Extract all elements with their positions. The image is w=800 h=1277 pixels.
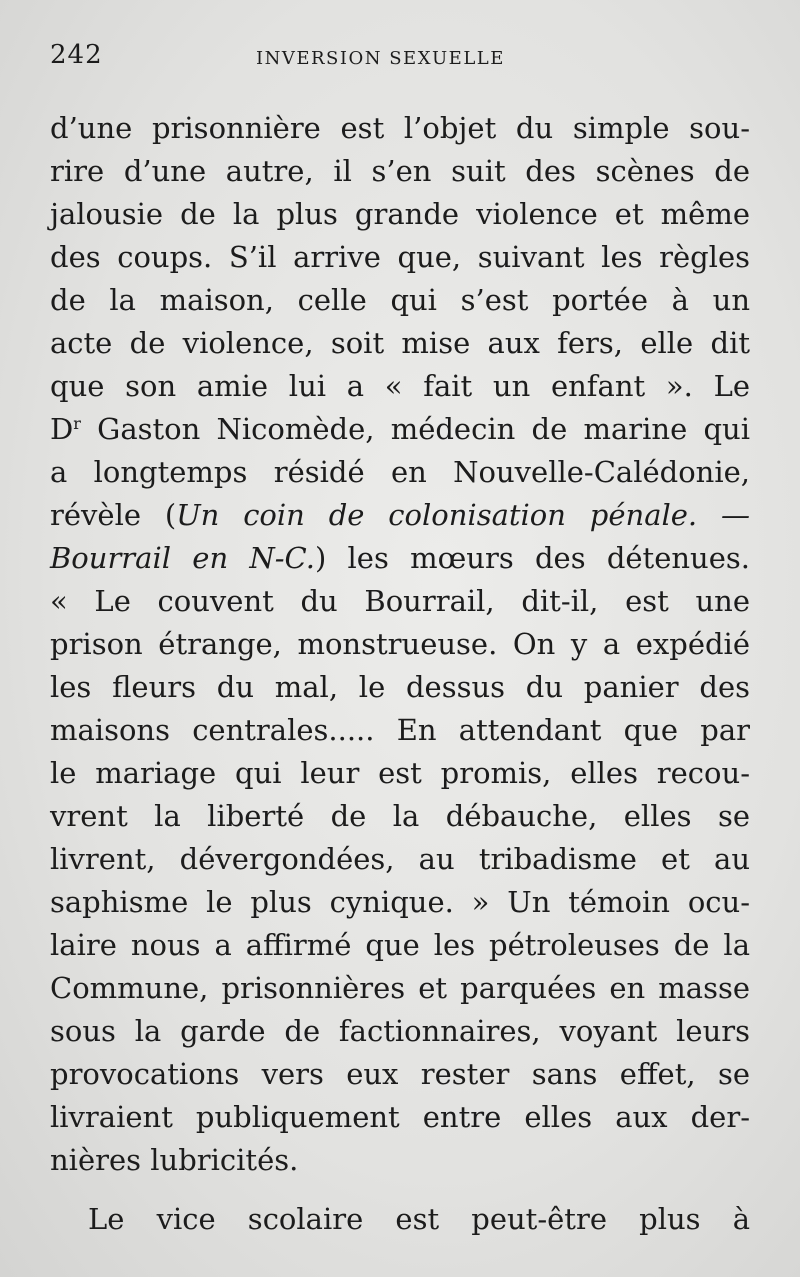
text-line: livraient publiquement entre elles aux der-: [50, 1100, 750, 1134]
doctor-abbreviation-superscript: r: [73, 414, 81, 433]
text-line: maisons centrales..... En attendant que par: [50, 713, 750, 747]
text-line: [50, 408, 750, 451]
page-number: 242: [50, 40, 103, 70]
text-line: de la maison, celle qui s’est portée à un: [50, 283, 750, 317]
running-head: INVERSION SEXUELLE: [256, 48, 505, 69]
text-line: livrent, dévergondées, au tribadisme et au: [50, 842, 750, 876]
text-line: jalousie de la plus grande violence et même: [50, 197, 750, 231]
text-line: vrent la liberté de la débauche, elles se: [50, 799, 750, 833]
text-line: le mariage qui leur est promis, elles recou-: [50, 756, 750, 790]
text-line: acte de violence, soit mise aux fers, elle dit: [50, 326, 750, 360]
text-segment: ) les mœurs des détenues.: [314, 541, 750, 575]
book-title-italic: Un coin de colonisation pénale. —: [176, 498, 751, 532]
text-segment: révèle (: [50, 498, 177, 532]
book-title-italic: Bourrail en N-C.: [50, 541, 315, 575]
text-line: prison étrange, monstrueuse. On y a expédié: [50, 627, 750, 661]
text-line: [50, 494, 750, 537]
text-line: des coups. S’il arrive que, suivant les règles: [50, 240, 750, 274]
text-line: « Le couvent du Bourrail, dit-il, est une: [50, 584, 750, 618]
body-text: [50, 107, 750, 1241]
text-line: laire nous a affirmé que les pétroleuses de la: [50, 928, 750, 962]
text-line: Commune, prisonnières et parquées en masse: [50, 971, 750, 1005]
text-line: sous la garde de factionnaires, voyant leurs: [50, 1014, 750, 1048]
text-line: a longtemps résidé en Nouvelle-Calédonie,: [50, 455, 750, 489]
text-line: Le vice scolaire est peut-être plus à: [88, 1202, 750, 1236]
text-line: provocations vers eux rester sans effet, se: [50, 1057, 750, 1091]
text-line: les fleurs du mal, le dessus du panier des: [50, 670, 750, 704]
text-line: [50, 537, 750, 580]
page-header: [50, 40, 750, 80]
text-line: nières lubricités.: [50, 1143, 299, 1177]
text-line-rest: Gaston Nicomède, médecin de marine qui: [97, 412, 750, 446]
doctor-abbreviation: D: [50, 412, 74, 446]
text-line: saphisme le plus cynique. » Un témoin ocu-: [50, 885, 750, 919]
text-line: rire d’une autre, il s’en suit des scènes de: [50, 154, 750, 188]
text-line: que son amie lui a « fait un enfant ». Le: [50, 369, 750, 403]
text-line: d’une prisonnière est l’objet du simple sou-: [50, 111, 750, 145]
